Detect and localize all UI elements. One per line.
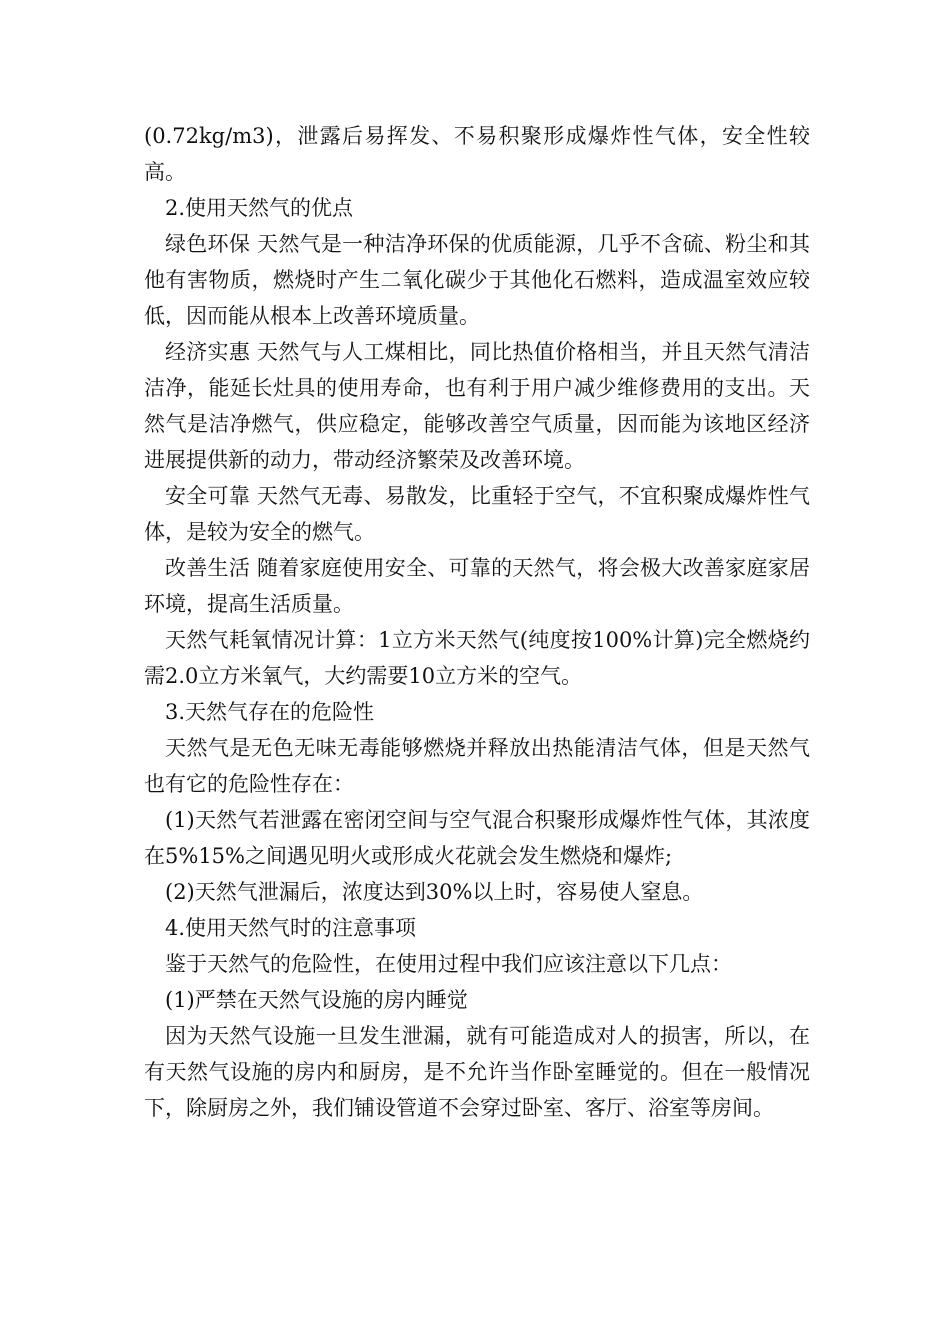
paragraph-danger-1: (1)天然气若泄露在密闭空间与空气混合积聚形成爆炸性气体，其浓度在5%15%之间遇见明火或形成火花就会发生燃烧和爆炸;: [144, 808, 810, 868]
section-heading-danger: 3.天然气存在的危险性: [165, 700, 375, 724]
paragraph-danger-intro: 天然气是无色无味无毒能够燃烧并释放出热能清洁气体，但是天然气也有它的危险性存在：: [144, 736, 810, 796]
section-heading-precautions: 4.使用天然气时的注意事项: [165, 916, 417, 940]
paragraph-precautions-intro: 鉴于天然气的危险性，在使用过程中我们应该注意以下几点：: [165, 952, 732, 976]
paragraph-continuation: (0.72kg/m3)，泄露后易挥发、不易积聚形成爆炸性气体，安全性较高。: [144, 124, 810, 184]
paragraph-green: 绿色环保 天然气是一种洁净环保的优质能源，几乎不含硫、粉尘和其他有害物质，燃烧时产生二氧化碳少于其他化石燃料，造成温室效应较低，因而能从根本上改善环境质量。: [144, 232, 810, 328]
paragraph-life: 改善生活 随着家庭使用安全、可靠的天然气，将会极大改善家庭家居环境，提高生活质量。: [144, 556, 810, 616]
paragraph-economy: 经济实惠 天然气与人工煤相比，同比热值价格相当，并且天然气清洁洁净，能延长灶具的使用寿命，也有利于用户减少维修费用的支出。天然气是洁净燃气，供应稳定，能够改善空气质量，因而能为该地区经济进展提供新的动力，带动经济繁荣及改善环境。: [144, 340, 810, 472]
paragraph-precaution-1-detail: 因为天然气设施一旦发生泄漏，就有可能造成对人的损害，所以，在有天然气设施的房内和厨房，是不允许当作卧室睡觉的。但在一般情况下，除厨房之外，我们铺设管道不会穿过卧室、客厅、浴室等房间。: [144, 1024, 810, 1120]
paragraph-safety: 安全可靠 天然气无毒、易散发，比重轻于空气，不宜积聚成爆炸性气体，是较为安全的燃气。: [144, 484, 810, 544]
paragraph-danger-2: (2)天然气泄漏后，浓度达到30%以上时，容易使人窒息。: [165, 880, 704, 904]
paragraph-precaution-1: (1)严禁在天然气设施的房内睡觉: [165, 988, 468, 1012]
section-heading-advantages: 2.使用天然气的优点: [165, 196, 354, 220]
paragraph-oxygen: 天然气耗氧情况计算：1立方米天然气(纯度按100%计算)完全燃烧约需2.0立方米氧气，大约需要10立方米的空气。: [144, 628, 810, 688]
document-page: [144, 118, 810, 1126]
